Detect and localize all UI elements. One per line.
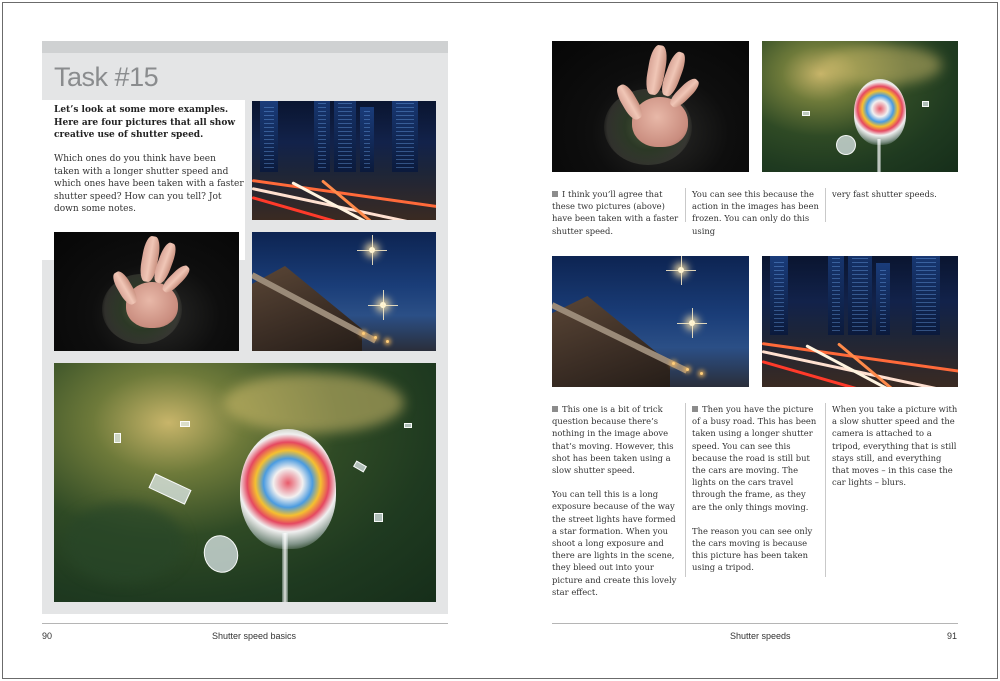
task-title bbox=[54, 62, 158, 93]
right-running-footer: Shutter speeds bbox=[730, 631, 791, 641]
right-page-number: 91 bbox=[947, 631, 958, 641]
right-top-text-col-3: very fast shutter speeds. bbox=[832, 189, 937, 199]
column-rule bbox=[825, 188, 826, 222]
left-hand-photo bbox=[54, 232, 239, 351]
bullet-square bbox=[552, 191, 558, 197]
right-bottom-text-col-3 bbox=[832, 403, 960, 488]
column-rule bbox=[825, 403, 826, 577]
right-top-text-col-1-body: I think you’ll agree that these two pictures (above) have been taken with a faster shutter speed. bbox=[552, 189, 679, 236]
task-header-bar bbox=[42, 41, 448, 53]
left-footer-rule bbox=[42, 623, 448, 624]
left-glass-photo bbox=[54, 363, 436, 602]
bullet-square bbox=[552, 406, 558, 412]
bullet-square bbox=[692, 406, 698, 412]
left-building-photo bbox=[252, 232, 436, 351]
task-title-label: Task bbox=[54, 62, 108, 92]
right-hand-photo bbox=[552, 41, 749, 172]
right-top-text-col-1 bbox=[552, 188, 680, 237]
task-lead-text: Let’s look at some more examples. Here are four pictures that all show creative use of shutter speed. bbox=[54, 105, 236, 140]
right-top-text-col-2: You can see this because the action in the images has been frozen. You can only do this using bbox=[692, 189, 819, 236]
right-bottom-col-2-para-1: Then you have the picture of a busy road. This has been taken using a longer shutter speed. You can see this because the road is still but the cars are moving. The lights on the cars travel through the frame, as they are the only things moving. bbox=[692, 404, 817, 512]
right-footer-rule bbox=[552, 623, 958, 624]
right-glass-photo bbox=[762, 41, 958, 172]
column-rule bbox=[685, 403, 686, 577]
right-bottom-text-col-2 bbox=[692, 403, 820, 574]
task-title-number: #15 bbox=[114, 62, 159, 92]
right-bottom-col-2-para-2: The reason you can see only the cars moving is because this picture has been taken using a tripod. bbox=[692, 525, 813, 573]
task-body-text: Which ones do you think have been taken with a longer shutter speed and which ones have been taken with a faster shutter speed? How can you tell? Jot down some notes. bbox=[54, 154, 244, 214]
left-road-photo bbox=[252, 101, 436, 220]
left-running-footer: Shutter speed basics bbox=[212, 631, 297, 641]
right-bottom-text-col-1 bbox=[552, 403, 680, 598]
right-building-photo bbox=[552, 256, 749, 387]
right-bottom-col-3-para-1: When you take a picture with a slow shutter speed and the camera is attached to a tripod, everything that is still stays still, and everything that moves – in this case the car lights – blurs. bbox=[832, 404, 958, 488]
left-page-number: 90 bbox=[42, 631, 53, 641]
right-road-photo bbox=[762, 256, 958, 387]
right-bottom-col-1-para-2: You can tell this is a long exposure because of the way the street lights have formed a star formation. When you shoot a long exposure and there are lights in the scene, they bleed out into your picture and create this lovely star effect. bbox=[552, 489, 677, 597]
column-rule bbox=[685, 188, 686, 222]
right-bottom-col-1-para-1: This one is a bit of trick question because there’s nothing in the image above that’s moving. However, this shot has been taken using a slow shutter speed. bbox=[552, 404, 674, 476]
